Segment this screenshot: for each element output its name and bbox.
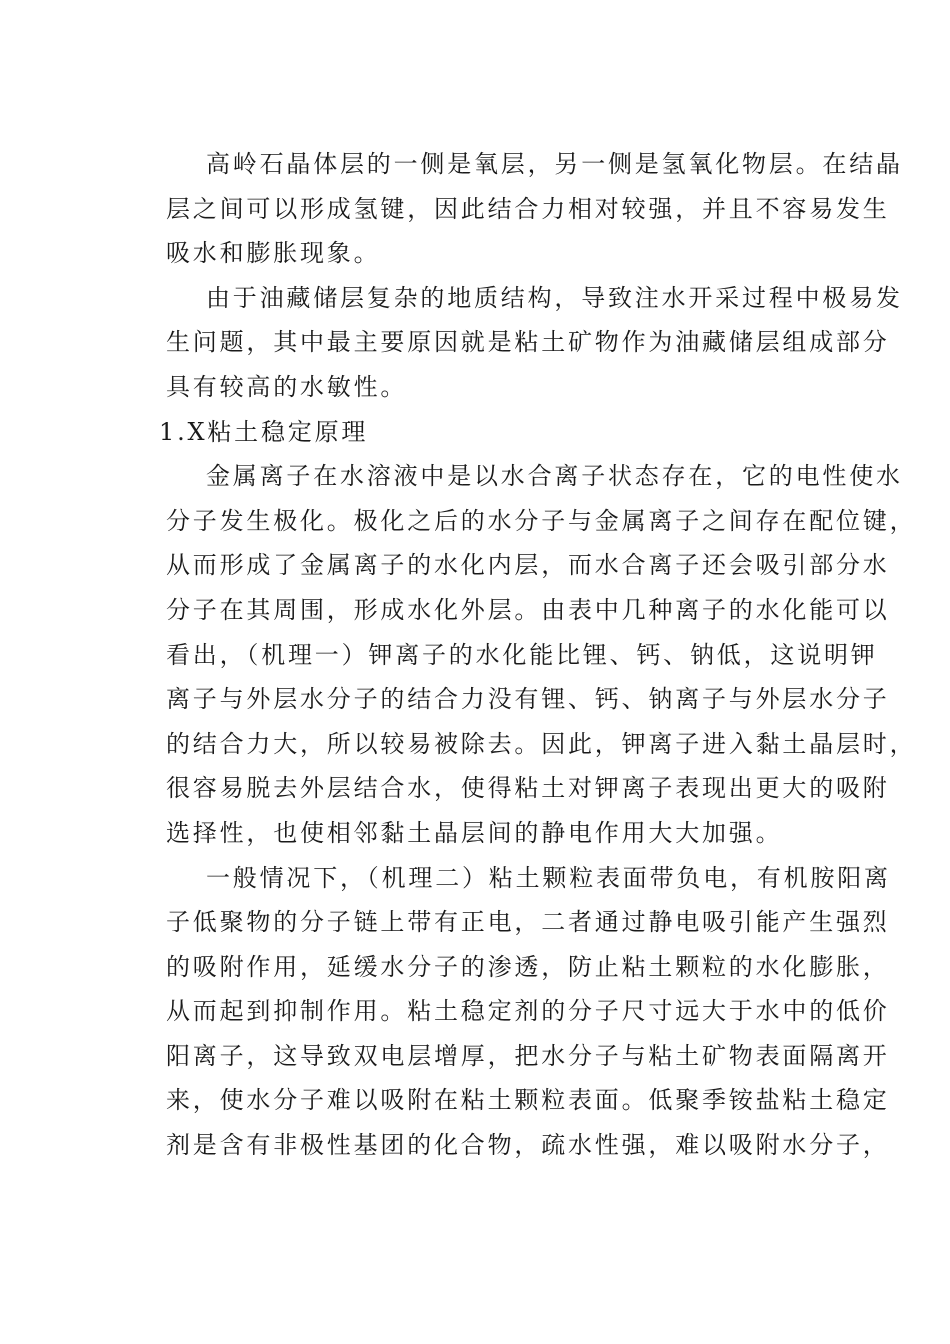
paragraph-kaolinite (119, 142, 903, 276)
text-line: 来，使水分子难以吸附在粘土颗粒表面。低聚季铵盐粘土稳定 (166, 1086, 890, 1115)
text-line: 一般情况下，（机理二）粘土颗粒表面带负电，有机胺阳离 (206, 863, 891, 892)
text-line: 阳离子，这导致双电层增厚，把水分子与粘土矿物表面隔离开 (166, 1041, 890, 1070)
text-line: 剂是含有非极性基团的化合物，疏水性强，难以吸附水分子， (166, 1131, 890, 1160)
text-line: 从而起到抑制作用。粘土稳定剂的分子尺寸远大于水中的低价 (166, 997, 890, 1026)
text-line: 高岭石晶体层的一侧是氧层，另一侧是氢氧化物层。在结晶 (206, 150, 903, 178)
text-line: 的结合力大，所以较易被除去。因此，钾离子进入黏土晶层时， (166, 729, 917, 758)
text-line: 分子在其周围，形成水化外层。由表中几种离子的水化能可以 (166, 595, 890, 624)
text-line: 金属离子在水溶液中是以水合离子状态存在，它的电性使水 (206, 462, 903, 491)
text-line: 看出，（机理一）钾离子的水化能比锂、钙、钠低，这说明钾 (166, 640, 878, 669)
paragraph-mechanism-two (119, 856, 891, 1168)
paragraph-mechanism-one (119, 454, 917, 855)
text-line: 生问题，其中最主要原因就是粘土矿物作为油藏储层组成部分 (166, 328, 890, 357)
text-line: 层之间可以形成氢键，因此结合力相对较强，并且不容易发生 (166, 194, 890, 223)
text-line: 具有较高的水敏性。 (166, 372, 408, 401)
paragraph-reservoir (119, 276, 903, 410)
text-line: 选择性，也使相邻黏土晶层间的静电作用大大加强。 (166, 818, 783, 847)
text-line: 子低聚物的分子链上带有正电，二者通过静电吸引能产生强烈 (166, 908, 890, 937)
text-line: 由于油藏储层复杂的地质结构，导致注水开采过程中极易发 (206, 283, 903, 312)
text-line: 从而形成了金属离子的水化内层，而水合离子还会吸引部分水 (166, 551, 890, 580)
text-line: 离子与外层水分子的结合力没有锂、钙、钠离子与外层水分子 (166, 685, 890, 714)
text-line: 的吸附作用，延缓水分子的渗透，防止粘土颗粒的水化膨胀， (166, 952, 890, 981)
text-line: 分子发生极化。极化之后的水分子与金属离子之间存在配位键， (166, 506, 917, 535)
text-line: 很容易脱去外层结合水，使得粘土对钾离子表现出更大的吸附 (166, 774, 890, 803)
text-line: 吸水和膨胀现象。 (166, 239, 381, 268)
document-body (119, 142, 917, 1168)
section-heading: 1.X粘土稳定原理 (159, 417, 369, 446)
